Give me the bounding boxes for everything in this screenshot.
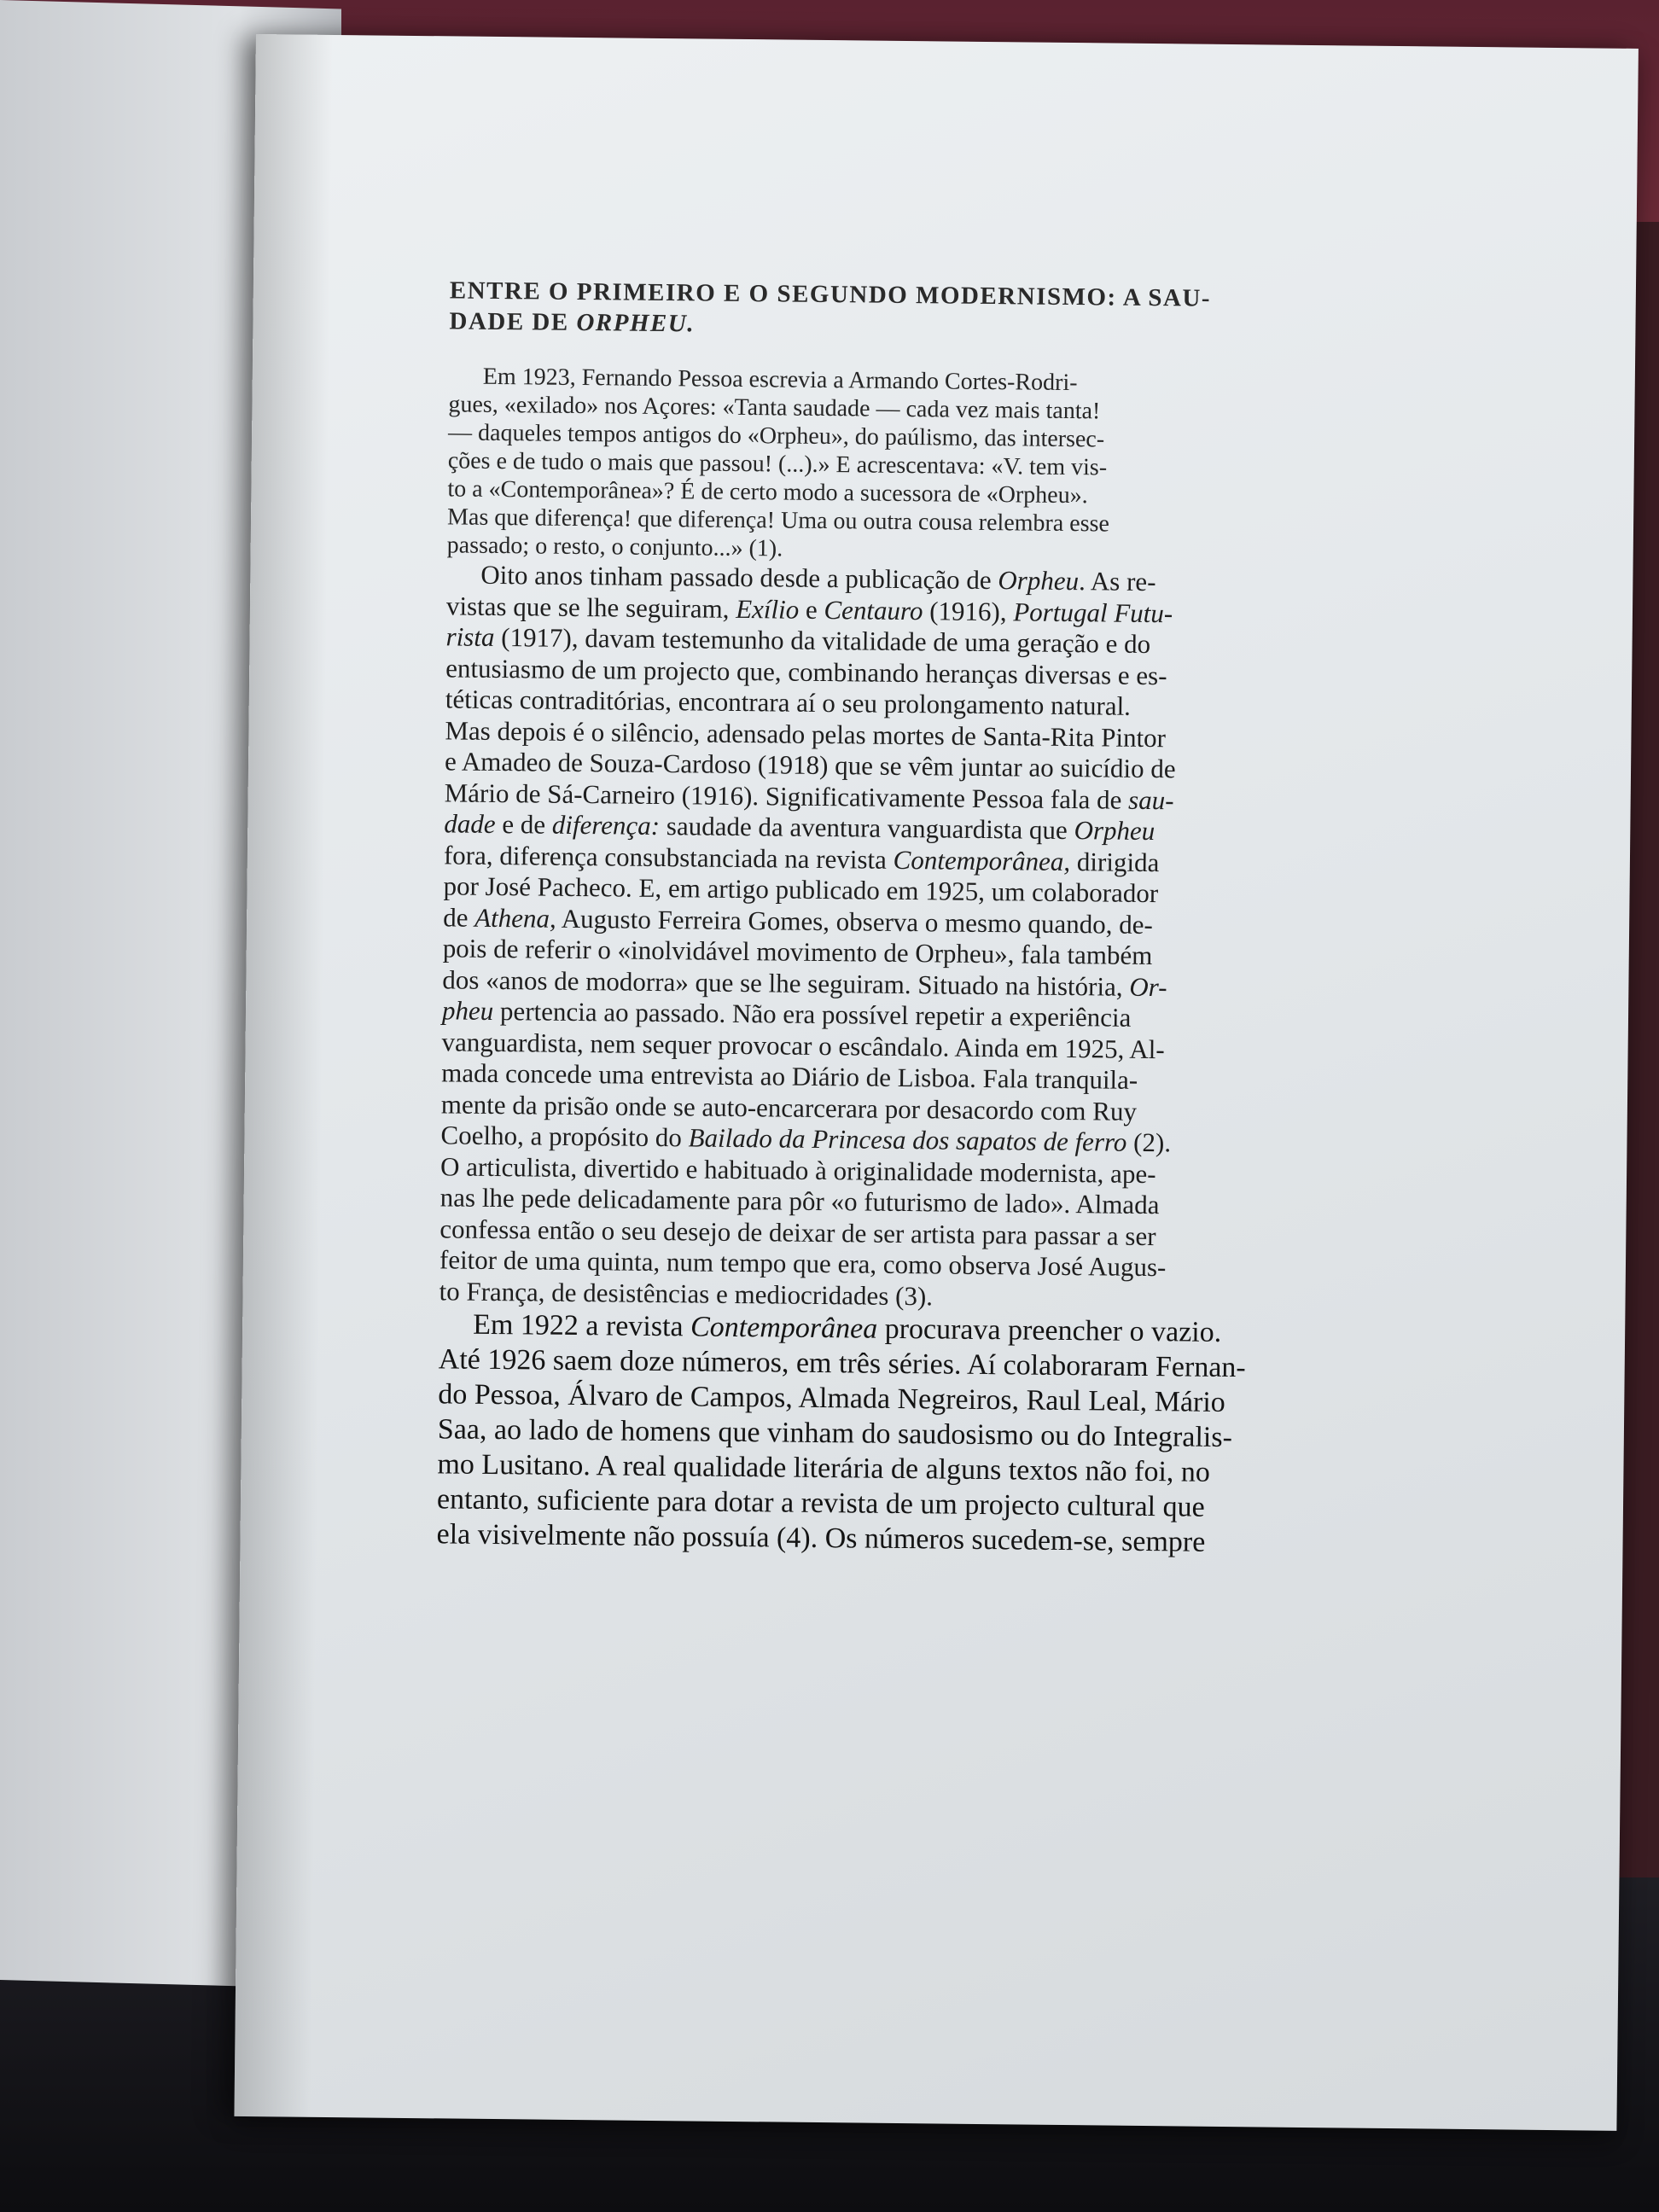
text-line: Saa, ao lado de homens que vinham do saudosismo ou do Integralis-	[437, 1413, 1233, 1454]
text-line: e Amadeo de Souza-Cardoso (1918) que se vêm juntar ao suicídio de	[444, 746, 1176, 784]
text-line: dos «anos de modorra» que se lhe seguiram. Situado na história, Or-	[442, 963, 1167, 1002]
text-line: mo Lusitano. A real qualidade literária de alguns textos não foi, no	[437, 1448, 1211, 1488]
text-line: Até 1926 saem doze números, em três séries. Aí colaboraram Fernan-	[438, 1343, 1246, 1384]
text-line: de Athena, Augusto Ferreira Gomes, observa o mesmo quando, de-	[442, 901, 1153, 940]
text-line: fora, diferença consubstanciada na revista Contemporânea, dirigida	[443, 839, 1160, 877]
text-line: vistas que se lhe seguiram, Exílio e Centauro (1916), Portugal Futu-	[445, 590, 1173, 628]
paragraph-3	[436, 1307, 1326, 1561]
text-line: to a «Contemporânea»? É de certo modo a sucessora de «Orpheu».	[447, 475, 1088, 509]
text-line: Oito anos tinham passado desde a publicação de Orpheu. As re-	[480, 559, 1156, 597]
text-line: do Pessoa, Álvaro de Campos, Almada Negreiros, Raul Leal, Mário	[438, 1378, 1225, 1418]
text-line: Mário de Sá-Carneiro (1916). Significativamente Pessoa fala de sau-	[444, 777, 1174, 815]
text-line: confessa então o seu desejo de deixar de ser artista para passar a ser	[439, 1213, 1156, 1251]
text-line: gues, «exilado» nos Açores: «Tanta saudade — cada vez mais tanta!	[448, 391, 1101, 425]
text-line: feitor de uma quinta, num tempo que era, como observa José Augus-	[439, 1244, 1167, 1283]
text-line: por José Pacheco. E, em artigo publicado em 1925, um colaborador	[443, 870, 1159, 909]
heading-line: ENTRE O PRIMEIRO E O SEGUNDO MODERNISMO: A SAU-	[449, 276, 1212, 312]
text-line: téticas contraditórias, encontrara aí o seu prolongamento natural.	[445, 684, 1132, 721]
text-line: passado; o resto, o conjunto...» (1).	[446, 532, 783, 562]
text-line: O articulista, divertido e habituado à originalidade modernista, ape-	[439, 1150, 1156, 1189]
text-line: pois de referir o «inolvidável movimento de Orpheu», fala também	[442, 933, 1153, 971]
text-line: Mas depois é o silêncio, adensado pelas mortes de Santa-Rita Pintor	[445, 714, 1167, 753]
text-line: vanguardista, nem sequer provocar o escândalo. Ainda em 1925, Al-	[441, 1026, 1165, 1064]
text-line: nas lhe pede delicadamente para pôr «o futurismo de lado». Almada	[439, 1182, 1160, 1220]
paragraph-1	[447, 362, 1336, 568]
text-line: Em 1922 a revista Contemporânea procurava preencher o vazio.	[472, 1308, 1222, 1348]
text-line: ções e de tudo o mais que passou! (...).» E acrescentava: «V. tem vis-	[447, 447, 1108, 481]
text-line: Coelho, a propósito do Bailado da Princesa dos sapatos de ferro (2).	[440, 1120, 1172, 1158]
text-line: rista (1917), davam testemunho da vitalidade de uma geração e do	[445, 621, 1151, 660]
page-text	[436, 275, 1337, 1561]
text-line: — daqueles tempos antigos do «Orpheu», do paúlismo, das intersec-	[447, 419, 1105, 453]
text-line: mente da prisão onde se auto-encarcerara por desacordo com Ruy	[440, 1088, 1138, 1126]
text-line: pheu pertencia ao passado. Não era possível repetir a experiência	[441, 995, 1132, 1033]
book-page	[234, 34, 1638, 2131]
text-line: to França, de desistências e mediocridades (3).	[439, 1275, 934, 1311]
paragraph-2	[439, 559, 1334, 1316]
text-line: mada concede uma entrevista ao Diário de Lisboa. Fala tranquila-	[441, 1057, 1138, 1095]
heading-line: DADE DE ORPHEU.	[449, 307, 696, 338]
text-line: dade e de diferença: saudade da aventura vanguardista que Orpheu	[444, 808, 1155, 847]
text-line: entusiasmo de um projecto que, combinando heranças diversas e es-	[445, 652, 1167, 690]
text-line: Mas que diferença! que diferença! Uma ou outra cousa relembra esse	[446, 504, 1110, 538]
text-line: ela visivelmente não possuía (4). Os números sucedem-se, sempre	[436, 1518, 1206, 1558]
chapter-heading	[449, 275, 1337, 346]
text-line: Em 1923, Fernando Pessoa escrevia a Armando Cortes-Rodri-	[482, 363, 1078, 397]
text-line: entanto, suficiente para dotar a revista de um projecto cultural que	[436, 1483, 1205, 1523]
